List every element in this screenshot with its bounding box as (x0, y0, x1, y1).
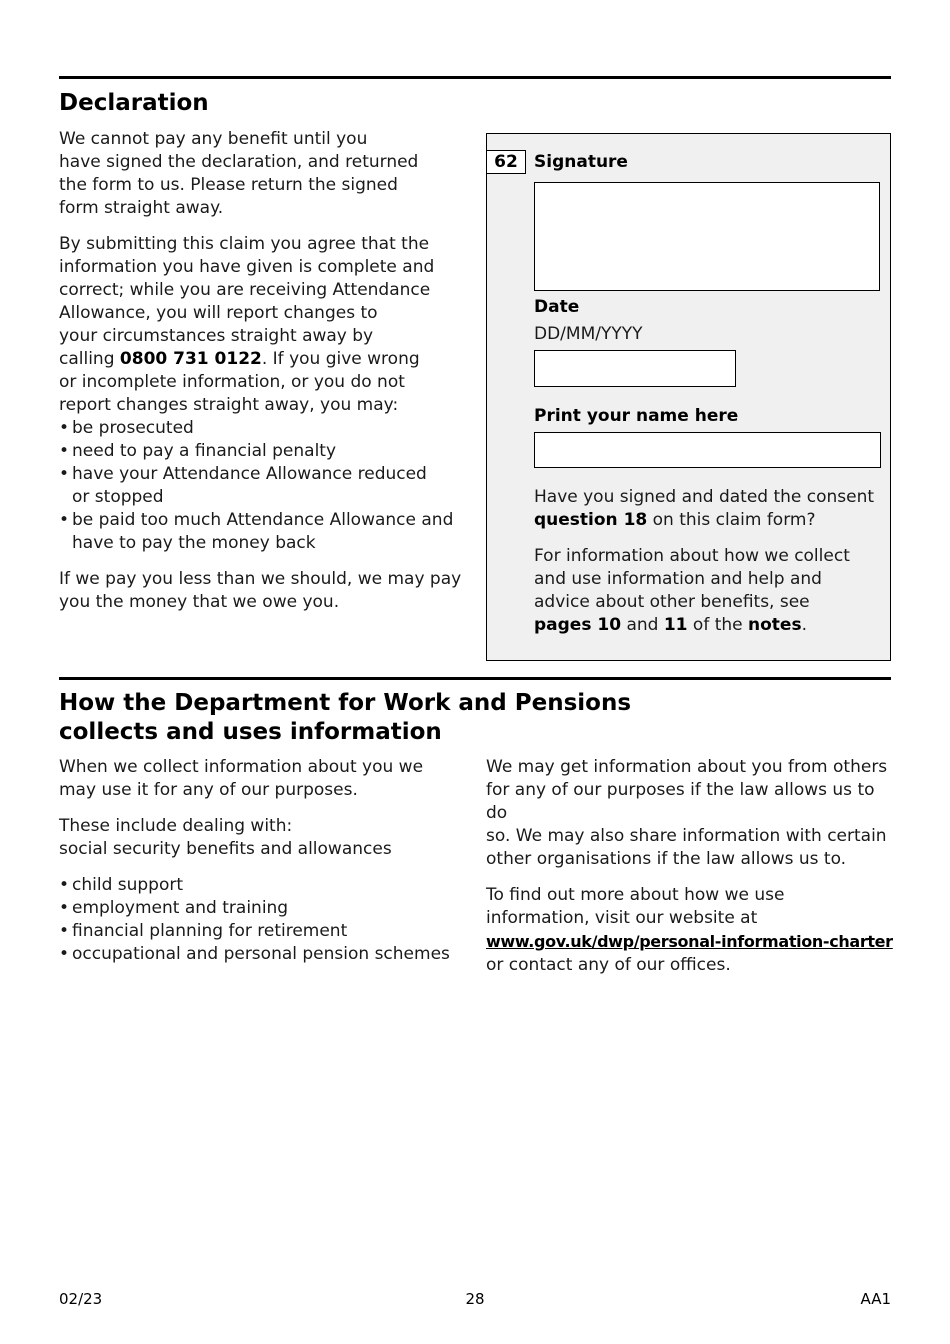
list-item: • financial planning for retirement (59, 920, 474, 943)
list-item: • have your Attendance Allowance reduced or stopped (59, 463, 442, 509)
consequences-list (59, 417, 469, 555)
form-code: AA1 (860, 1290, 891, 1308)
info-reference: For information about how we collect and use information and help and advice about other benefits, see pages 10 and 11 of the notes. (534, 546, 850, 635)
list-item: • be paid too much Attendance Allowance and have to pay the money back (59, 509, 467, 555)
list-item: • occupational and personal pension schemes (59, 943, 474, 966)
list-item: • be prosecuted (59, 417, 469, 440)
list-item: • need to pay a financial penalty (59, 440, 469, 463)
footer-date: 02/23 (59, 1290, 103, 1308)
consent-reminder: Have you signed and dated the consent question 18 on this claim form? (534, 487, 875, 530)
signature-panel (486, 133, 891, 661)
list-item: • child support (59, 874, 474, 897)
signature-label: Signature (534, 152, 628, 172)
list-item: • employment and training (59, 897, 474, 920)
page-number: 28 (465, 1290, 485, 1308)
personal-information-charter-link[interactable]: www.gov.uk/dwp/personal-information-charter (486, 932, 893, 951)
declaration-heading: Declaration (59, 90, 209, 116)
print-name-field[interactable] (534, 432, 881, 468)
section-divider-declaration (59, 76, 891, 79)
dwp-heading: How the Department for Work and Pensions collects and uses information (59, 690, 632, 745)
declaration-agreement: By submitting this claim you agree that the information you have given is complete and correct; while you are receiving Attendance Allowance, you will report changes to your circumstances straight away by calling 0800 731 0122. If you give wrong or incomplete information, or you do not report changes straight away, you may: (59, 234, 435, 415)
declaration-intro: We cannot pay any benefit until you have signed the declaration, and returned the form to us. Please return the signed form straight away. (59, 129, 419, 218)
section-divider-dwp (59, 677, 891, 680)
print-name-label: Print your name here (534, 406, 739, 426)
declaration-outro: If we pay you less than we should, we may pay you the money that we owe you. (59, 569, 462, 612)
date-label: Date (534, 297, 580, 317)
panel-notes (534, 486, 884, 650)
dwp-left-column: When we collect information about you we may use it for any of our purposes. These include dealing with: social security benefits and allowances • child support • employment and training • financial planning for retirement • occupational and personal pension schemes (59, 756, 474, 979)
dwp-right-column: We may get information about you from others for any of our purposes if the law allows us to do so. We may also share information with certain other organisations if the law allows us to. To find out more about how we use information, visit our website at www.gov.uk/dwp/personal-information-charter or contact any of our offices. (486, 757, 893, 975)
purposes-list (59, 874, 474, 966)
date-field[interactable] (534, 350, 736, 387)
declaration-text (59, 128, 469, 627)
date-format-hint: DD/MM/YYYY (534, 324, 643, 344)
phone-number: 0800 731 0122 (119, 349, 262, 369)
signature-field[interactable] (534, 182, 880, 291)
question-number: 62 (487, 150, 526, 174)
